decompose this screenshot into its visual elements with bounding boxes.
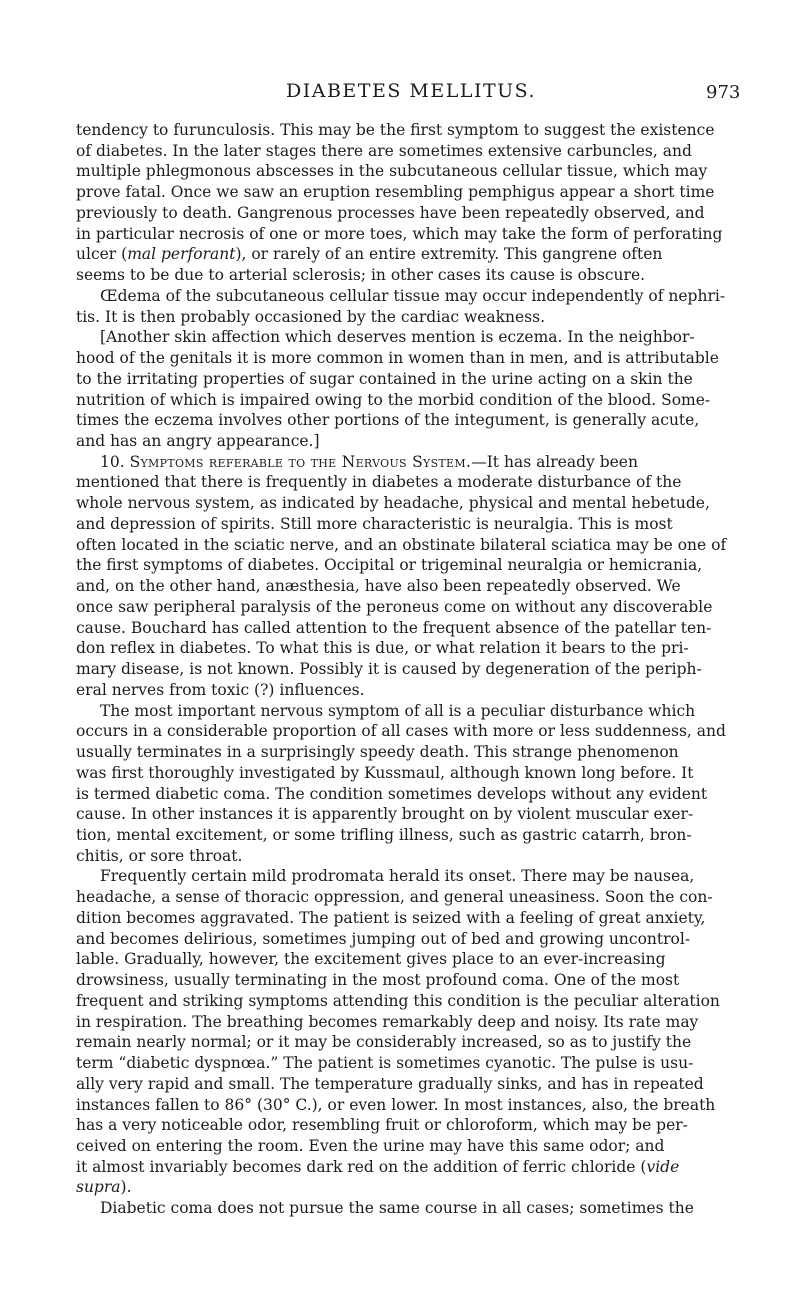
text-line: tendency to furunculosis. This may be the first symptom to suggest the existence — [76, 121, 715, 139]
text-line: eral nerves from toxic (?) influences. — [76, 680, 365, 699]
line-segment: 10. — [100, 452, 130, 471]
text-line: and becomes delirious, sometimes jumping out of bed and growing uncontrol- — [76, 929, 691, 948]
text-line: was first thoroughly investigated by Kussmaul, although known long before. It — [76, 763, 694, 782]
text-line — [76, 452, 736, 473]
text-line: cause. In other instances it is apparently brought on by violent muscular exer- — [76, 805, 694, 824]
text-line: and depression of spirits. Still more characteristic is neuralgia. This is most — [76, 514, 673, 533]
running-title: DIABETES MELLITUS. — [286, 80, 537, 102]
text-line: Frequently certain mild prodromata herald its onset. There may be nausea, — [100, 867, 695, 886]
text-line: The most important nervous symptom of all is a peculiar disturbance which — [100, 701, 696, 720]
text-line: hood of the genitals it is more common in women than in men, and is attributable — [76, 349, 719, 368]
section-heading: Symptoms referable to the Nervous System. — [129, 452, 472, 471]
text-line: usually terminates in a surprisingly speedy death. This strange phenomenon — [76, 743, 679, 762]
text-line: mentioned that there is frequently in diabetes a moderate disturbance of the — [76, 473, 682, 492]
text-line: dition becomes aggravated. The patient is seized with a feeling of great anxiety, — [76, 908, 706, 927]
text-line: in respiration. The breathing becomes remarkably deep and noisy. Its rate may — [76, 1012, 699, 1031]
text-line: previously to death. Gangrenous processes have been repeatedly observed, and — [76, 203, 705, 222]
text-line: of diabetes. In the later stages there are sometimes extensive carbuncles, and — [76, 141, 692, 160]
text-line: to the irritating properties of sugar contained in the urine acting on a skin the — [76, 369, 693, 388]
text-line: remain nearly normal; or it may be considerably increased, so as to justify the — [76, 1033, 692, 1052]
text-line: and has an angry appearance.] — [76, 432, 320, 451]
text-line: [Another skin affection which deserves mention is eczema. In the neighbor- — [100, 328, 695, 347]
text-line: frequent and striking symptoms attending this condition is the peculiar alteration — [76, 991, 720, 1010]
text-line: drowsiness, usually terminating in the most profound coma. One of the most — [76, 971, 680, 990]
text-line: cause. Bouchard has called attention to the frequent absence of the patellar ten- — [76, 618, 712, 637]
text-line: Œdema of the subcutaneous cellular tissue may occur independently of nephri- — [100, 286, 726, 305]
text-line: nutrition of which is impaired owing to the morbid condition of the blood. Some- — [76, 390, 711, 409]
text-line: don reflex in diabetes. To what this is due, or what relation it bears to the pri- — [76, 639, 689, 658]
text-line: has a very noticeable odor, resembling fruit or chloroform, which may be per- — [76, 1116, 688, 1135]
text-line: tis. It is then probably occasioned by the cardiac weakness. — [76, 307, 546, 326]
text-line: in particular necrosis of one or more toes, which may take the form of perforating — [76, 224, 723, 243]
text-line — [76, 244, 736, 265]
text-line: often located in the sciatic nerve, and an obstinate bilateral sciatica may be one of — [76, 535, 727, 554]
line-segment: ), or rarely of an entire extremity. This gangrene often — [235, 245, 663, 264]
text-line: ally very rapid and small. The temperature gradually sinks, and has in repeated — [76, 1074, 704, 1093]
text-line: headache, a sense of thoracic oppression, and general uneasiness. Soon the con- — [76, 888, 713, 907]
italic-term: supra — [76, 1178, 121, 1197]
line-segment: ). — [120, 1178, 132, 1197]
text-line — [76, 1157, 736, 1178]
text-line: term “diabetic dyspnœa.” The patient is sometimes cyanotic. The pulse is usu- — [76, 1054, 694, 1073]
line-segment: ulcer ( — [76, 245, 128, 264]
text-line: instances fallen to 86° (30° C.), or even lower. In most instances, also, the breath — [76, 1095, 716, 1114]
text-line: is termed diabetic coma. The condition sometimes develops without any evident — [76, 784, 708, 803]
text-line: seems to be due to arterial sclerosis; in other cases its cause is obscure. — [76, 266, 646, 285]
text-line: multiple phlegmonous abscesses in the subcutaneous cellular tissue, which may — [76, 162, 708, 181]
text-line: chitis, or sore throat. — [76, 846, 243, 865]
line-segment: —It has already been — [471, 452, 638, 471]
running-header — [0, 80, 800, 110]
text-line: prove fatal. Once we saw an eruption resembling pemphigus appear a short time — [76, 183, 715, 202]
text-line: mary disease, is not known. Possibly it is caused by degeneration of the periph- — [76, 660, 702, 679]
page-number: 973 — [706, 82, 741, 103]
line-segment: it almost invariably becomes dark red on the addition of ferric chloride ( — [76, 1157, 647, 1176]
body-text — [76, 120, 736, 1219]
text-line — [76, 1177, 736, 1198]
text-line: and, on the other hand, anæsthesia, have also been repeatedly observed. We — [76, 577, 681, 596]
text-line: once saw peripheral paralysis of the peroneus come on without any discoverable — [76, 597, 713, 616]
text-line: whole nervous system, as indicated by headache, physical and mental hebetude, — [76, 494, 710, 513]
text-line: the first symptoms of diabetes. Occipital or trigeminal neuralgia or hemicrania, — [76, 556, 703, 575]
italic-term: vide — [646, 1157, 680, 1176]
italic-term: mal perforant — [127, 245, 236, 264]
text-line: Diabetic coma does not pursue the same course in all cases; sometimes the — [100, 1199, 694, 1218]
text-line: times the eczema involves other portions of the integument, is generally acute, — [76, 411, 700, 430]
text-line: lable. Gradually, however, the excitement gives place to an ever-increasing — [76, 950, 666, 969]
text-line: tion, mental excitement, or some trifling illness, such as gastric catarrh, bron- — [76, 825, 692, 844]
text-line: occurs in a considerable proportion of all cases with more or less suddenness, and — [76, 722, 726, 741]
text-line: ceived on entering the room. Even the urine may have this same odor; and — [76, 1136, 665, 1155]
